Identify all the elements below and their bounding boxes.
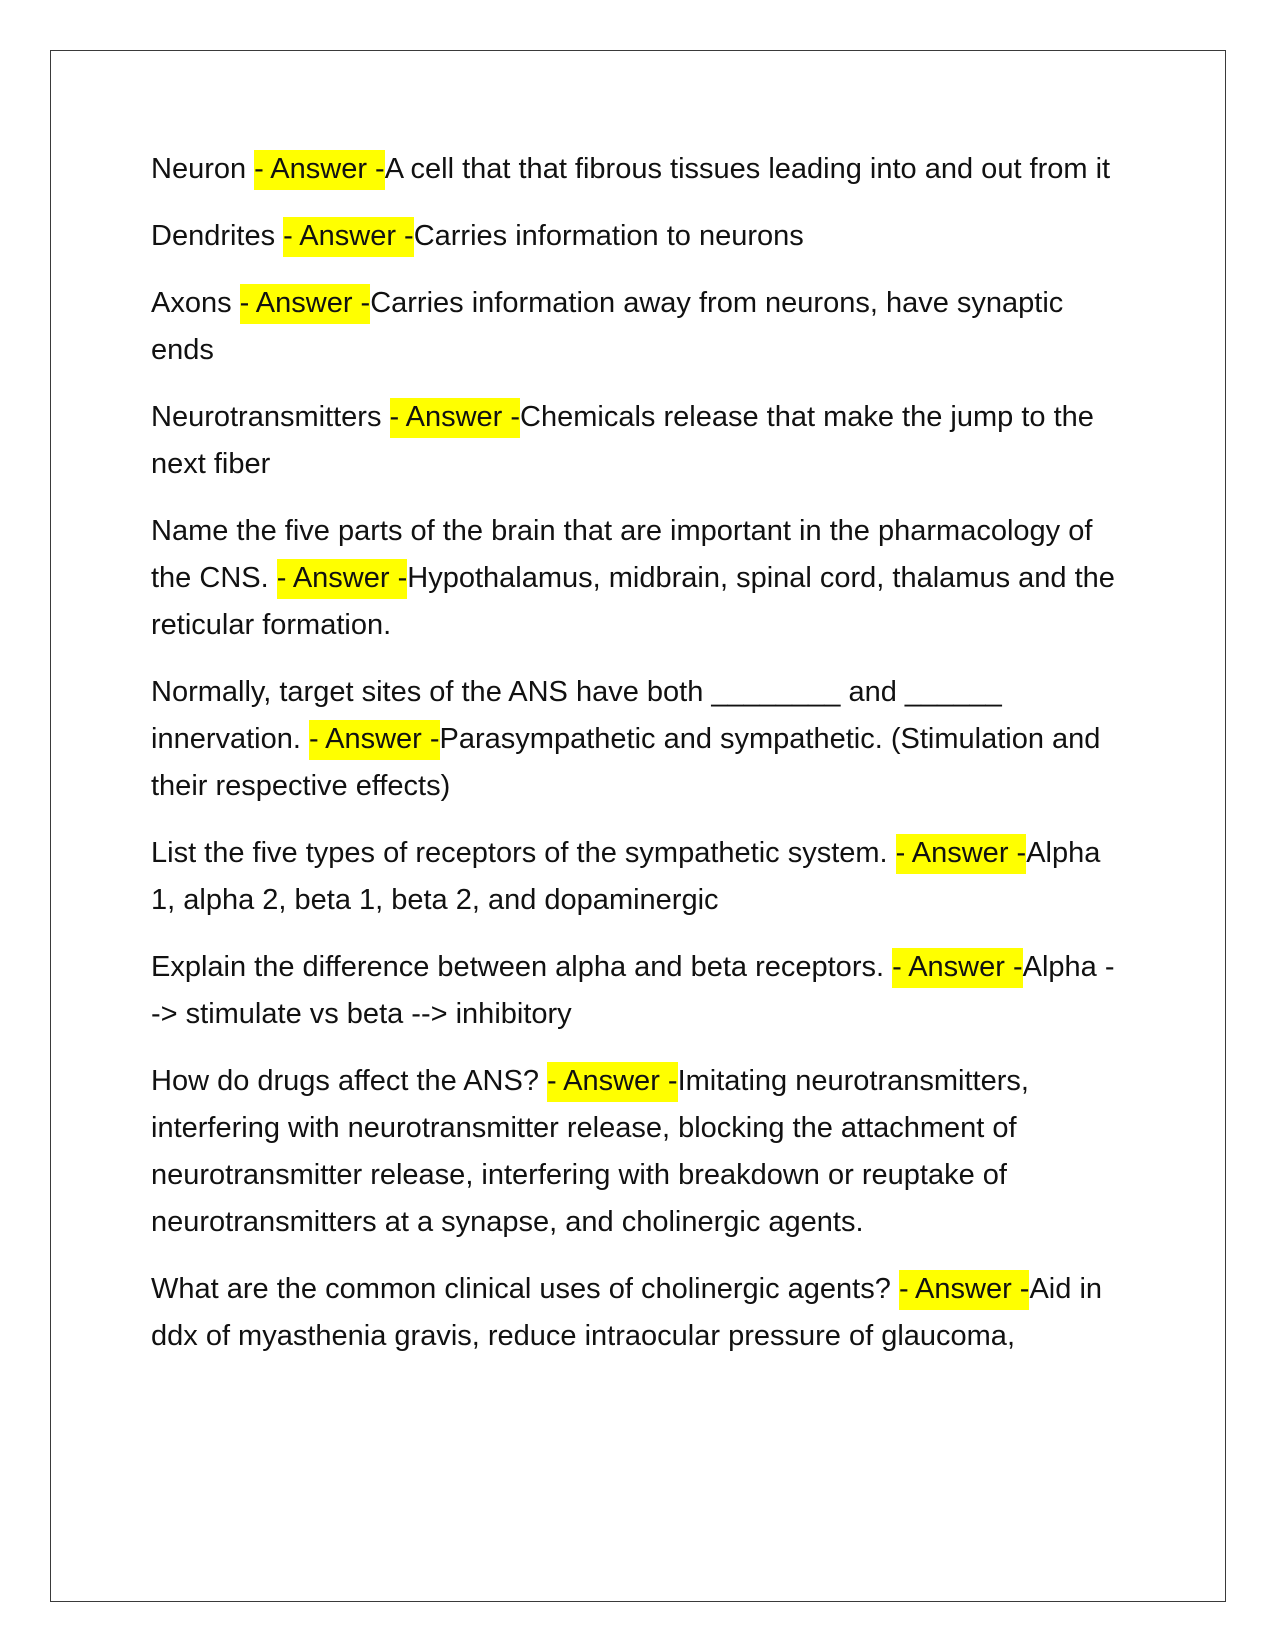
question-text: Normally, target sites of the ANS have both ________ and ______ innervation.: [151, 676, 1002, 755]
question-text: Explain the difference between alpha and beta receptors.: [151, 951, 893, 983]
answer-marker: - Answer -: [240, 284, 371, 324]
answer-marker: - Answer -: [254, 150, 385, 190]
qa-item-dendrites: [151, 213, 1121, 260]
answer-text: Imitating neurotransmitters, interfering with neurotransmitter release, blocking the attachment of neurotransmitter release, interfering with breakdown or reuptake of neurotransmitters at a synapse, and cholinergic agents.: [151, 1065, 1029, 1238]
qa-item-alpha-beta: [151, 944, 1121, 1038]
question-text: What are the common clinical uses of cholinergic agents?: [151, 1273, 899, 1305]
answer-text: A cell that that fibrous tissues leading into and out from it: [384, 153, 1111, 185]
question-text: Neurotransmitters: [151, 401, 390, 433]
qa-item-cholinergic-uses: [151, 1266, 1121, 1360]
qa-item-receptor-types: [151, 830, 1121, 924]
answer-marker: - Answer -: [896, 834, 1027, 874]
answer-marker: - Answer -: [390, 398, 521, 438]
answer-marker: - Answer -: [892, 948, 1023, 988]
answer-marker: - Answer -: [277, 559, 408, 599]
qa-item-axons: [151, 280, 1121, 374]
answer-text: Hypothalamus, midbrain, spinal cord, thalamus and the reticular formation.: [151, 562, 1115, 641]
flashcard-content: [151, 146, 1121, 1380]
answer-text: Chemicals release that make the jump to the next fiber: [151, 401, 1094, 480]
question-text: How do drugs affect the ANS?: [151, 1065, 548, 1097]
qa-item-brain-parts: [151, 508, 1121, 649]
question-text: Dendrites: [151, 220, 284, 252]
answer-marker: - Answer -: [283, 217, 414, 257]
answer-text: Alpha 1, alpha 2, beta 1, beta 2, and dopaminergic: [151, 837, 1101, 916]
qa-item-neuron: [151, 146, 1121, 193]
question-text: Neuron: [151, 153, 255, 185]
answer-marker: - Answer -: [899, 1270, 1030, 1310]
answer-text: Carries information to neurons: [413, 220, 804, 252]
qa-item-neurotransmitters: [151, 394, 1121, 488]
qa-item-drugs-ans: [151, 1058, 1121, 1246]
answer-marker: - Answer -: [309, 720, 440, 760]
answer-text: Alpha --> stimulate vs beta --> inhibitory: [151, 951, 1115, 1030]
answer-marker: - Answer -: [547, 1062, 678, 1102]
question-text: Axons: [151, 287, 240, 319]
question-text: List the five types of receptors of the sympathetic system.: [151, 837, 896, 869]
answer-text: Carries information away from neurons, have synaptic ends: [151, 287, 1064, 366]
question-text: Name the five parts of the brain that are important in the pharmacology of the CNS.: [151, 515, 1093, 594]
answer-text: Aid in ddx of myasthenia gravis, reduce intraocular pressure of glaucoma,: [151, 1273, 1103, 1352]
qa-item-ans-innervation: [151, 669, 1121, 810]
answer-text: Parasympathetic and sympathetic. (Stimulation and their respective effects): [151, 723, 1101, 802]
